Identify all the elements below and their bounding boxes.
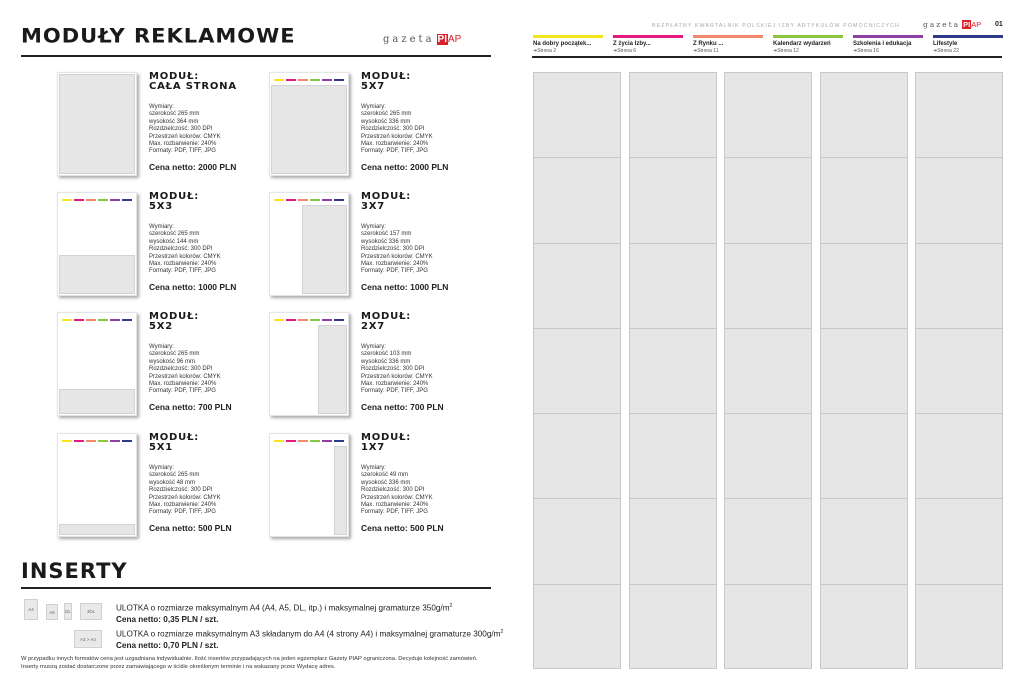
nav-color-bar [853, 35, 923, 38]
ad-area [302, 205, 347, 294]
nav-swatch [122, 319, 132, 321]
module-title-label: MODUŁ: [149, 432, 200, 443]
spec-line: Rozdzielczość: 300 DPI [149, 487, 213, 494]
nav-page-ref: ➔Strona 6 [613, 48, 637, 54]
spec-line: szerokość 265 mm [149, 231, 200, 238]
nav-swatch [310, 79, 320, 81]
module-title [361, 72, 411, 92]
module-title-label: MODUŁ: [361, 311, 412, 322]
nav-swatch [286, 440, 296, 442]
ad-module [269, 433, 469, 545]
grid-row-divider [630, 73, 716, 585]
nav-swatch [98, 440, 108, 442]
spec-line: Formaty: PDF, TIFF, JPG [361, 148, 428, 155]
spec-line: Max. rozbarwienie: 240% [361, 261, 429, 268]
module-title [149, 433, 199, 453]
module-size-label: 2X7 [361, 321, 386, 332]
header-rule-left [21, 55, 491, 57]
spec-line: Max. rozbarwienie: 240% [149, 261, 217, 268]
module-price: Cena netto: 500 PLN [149, 523, 232, 533]
insert-a3-fold-icon: A3 > A4 [74, 630, 102, 648]
nav-swatch [322, 440, 332, 442]
module-size-label: 5X2 [149, 321, 174, 332]
nav-swatch [334, 319, 344, 321]
nav-item[interactable] [613, 35, 683, 54]
ad-area [59, 74, 135, 174]
spec-line: Przestrzeń kolorów: CMYK [361, 373, 433, 380]
module-specs [361, 344, 433, 396]
spec-line: Formaty: PDF, TIFF, JPG [149, 388, 216, 395]
header-rule-right [532, 56, 1002, 58]
brand-logo-right: gazeta PIAP [923, 20, 982, 29]
module-price: Cena netto: 1000 PLN [149, 282, 237, 292]
module-specs [149, 104, 221, 156]
grid-column [533, 72, 621, 669]
nav-color-bar [693, 35, 763, 38]
spec-line: Rozdzielczość: 300 DPI [361, 366, 425, 373]
spec-line: szerokość 265 mm [149, 472, 200, 479]
ad-area [59, 389, 135, 414]
nav-swatch [274, 319, 284, 321]
module-specs [149, 465, 221, 517]
module-title-label: MODUŁ: [361, 71, 412, 82]
nav-color-bar [533, 35, 603, 38]
spec-line: szerokość 49 mm [361, 472, 409, 479]
nav-swatch [334, 199, 344, 201]
nav-swatch [110, 319, 120, 321]
ad-module [269, 312, 469, 424]
nav-label: Na dobry początek... [533, 41, 592, 47]
module-size-label: 1X7 [361, 442, 386, 453]
module-thumbnail [269, 72, 349, 176]
grid-column [724, 72, 812, 669]
module-specs [361, 465, 433, 517]
nav-swatch [110, 199, 120, 201]
nav-label: Z Rynku ... [693, 41, 724, 47]
spec-line: Wymiary: [149, 104, 174, 110]
ad-module [269, 72, 469, 184]
module-title [361, 312, 411, 332]
ad-area [59, 255, 135, 294]
insert-item-2: ULOTKA o rozmiarze maksymalnym A3 składanym do A4 (4 strony A4) i maksymalnej gramaturze $300g/m^2$ Cena netto: 0,70 PLN / szt. [116, 629, 504, 650]
module-title-label: MODUŁ: [149, 311, 200, 322]
spec-line: Rozdzielczość: 300 DPI [149, 246, 213, 253]
ad-module [57, 433, 257, 545]
page-number: 01 [995, 21, 1003, 28]
module-specs [149, 344, 221, 396]
thumbnail-nav-strip [274, 79, 344, 81]
nav-swatch [334, 79, 344, 81]
nav-swatch [74, 440, 84, 442]
spec-line: wysokość 364 mm [149, 118, 199, 125]
nav-swatch [274, 199, 284, 201]
nav-item[interactable] [933, 35, 1003, 54]
module-title-label: MODUŁ: [361, 191, 412, 202]
ad-module [57, 72, 257, 184]
thumbnail-nav-strip [62, 319, 132, 321]
nav-swatch [74, 199, 84, 201]
spec-line: Przestrzeń kolorów: CMYK [361, 253, 433, 260]
nav-swatch [62, 440, 72, 442]
nav-item[interactable] [773, 35, 843, 54]
nav-page-ref: ➔Strona 2 [533, 48, 557, 54]
spec-line: Rozdzielczość: 300 DPI [149, 126, 213, 133]
spec-line: Formaty: PDF, TIFF, JPG [361, 268, 428, 275]
nav-item[interactable] [533, 35, 603, 54]
nav-swatch [86, 199, 96, 201]
module-size-label: 5X7 [361, 81, 386, 92]
module-title [361, 192, 411, 212]
insert-item-1: ULOTKA o rozmiarze maksymalnym A4 (A4, A5, DL, itp.) i maksymalnej gramaturze $350g/m^2$ Cena netto: 0,35 PLN / szt. [116, 603, 453, 624]
nav-color-bar [773, 35, 843, 38]
module-title-label: MODUŁ: [149, 71, 200, 82]
spec-line: Przestrzeń kolorów: CMYK [149, 133, 221, 140]
page-title: MODUŁY REKLAMOWE [21, 24, 296, 48]
spec-line: Wymiary: [361, 104, 386, 110]
nav-swatch [322, 199, 332, 201]
nav-swatch [98, 199, 108, 201]
nav-swatch [286, 199, 296, 201]
spec-line: Rozdzielczość: 300 DPI [361, 487, 425, 494]
module-size-label: CAŁA STRONA [149, 81, 237, 92]
module-title [149, 72, 237, 92]
nav-swatch [322, 319, 332, 321]
spec-line: Max. rozbarwienie: 240% [361, 502, 429, 509]
module-price: Cena netto: 500 PLN [361, 523, 444, 533]
ad-area [271, 85, 347, 174]
nav-label: Kalendarz wydarzeń [773, 41, 831, 47]
module-title [361, 433, 411, 453]
module-thumbnail [57, 72, 137, 176]
spec-line: Rozdzielczość: 300 DPI [361, 126, 425, 133]
insert-a4-icon: A4 [24, 599, 38, 620]
spec-line: Wymiary: [361, 465, 386, 471]
module-thumbnail [269, 192, 349, 296]
nav-swatch [298, 79, 308, 81]
spec-line: Przestrzeń kolorów: CMYK [149, 253, 221, 260]
inserts-title: INSERTY [21, 559, 128, 583]
spec-line: szerokość 265 mm [149, 111, 200, 118]
spec-line: wysokość 336 mm [361, 358, 411, 365]
nav-color-bar [613, 35, 683, 38]
spec-line: Wymiary: [149, 224, 174, 230]
spec-line: szerokość 265 mm [361, 111, 412, 118]
nav-item[interactable] [693, 35, 763, 54]
nav-page-ref: ➔Strona 16 [853, 48, 879, 54]
spec-line: wysokość 336 mm [361, 479, 411, 486]
nav-swatch [274, 440, 284, 442]
module-thumbnail [57, 433, 137, 537]
nav-swatch [286, 79, 296, 81]
grid-row-divider [725, 73, 811, 585]
insert-a5-icon: A5 [46, 604, 58, 620]
spec-line: szerokość 265 mm [149, 351, 200, 358]
nav-swatch [322, 79, 332, 81]
spec-line: wysokość 336 mm [361, 238, 411, 245]
nav-page-ref: ➔Strona 12 [773, 48, 799, 54]
spec-line: Przestrzeń kolorów: CMYK [149, 373, 221, 380]
nav-swatch [86, 319, 96, 321]
spec-line: Rozdzielczość: 300 DPI [361, 246, 425, 253]
ad-area [318, 325, 347, 414]
spec-line: Max. rozbarwienie: 240% [361, 141, 429, 148]
thumbnail-nav-strip [274, 319, 344, 321]
nav-swatch [74, 319, 84, 321]
thumbnail-nav-strip [62, 440, 132, 442]
spec-line: Przestrzeń kolorów: CMYK [149, 494, 221, 501]
nav-swatch [110, 440, 120, 442]
nav-swatch [62, 319, 72, 321]
spec-line: Formaty: PDF, TIFF, JPG [361, 509, 428, 516]
brand-logo-left: gazeta PIAP [383, 34, 462, 45]
thumbnail-nav-strip [274, 199, 344, 201]
nav-page-ref: ➔Strona 22 [933, 48, 959, 54]
nav-swatch [122, 440, 132, 442]
module-title-label: MODUŁ: [361, 432, 412, 443]
module-price: Cena netto: 2000 PLN [361, 162, 449, 172]
module-size-label: 5X1 [149, 442, 174, 453]
nav-swatch [62, 199, 72, 201]
spec-line: Max. rozbarwienie: 240% [149, 141, 217, 148]
nav-color-bar [933, 35, 1003, 38]
spec-line: wysokość 96 mm [149, 358, 196, 365]
nav-page-ref: ➔Strona 11 [693, 48, 719, 54]
spec-line: szerokość 103 mm [361, 351, 412, 358]
spec-line: szerokość 157 mm [361, 231, 412, 238]
spec-line: Formaty: PDF, TIFF, JPG [149, 268, 216, 275]
module-price: Cena netto: 2000 PLN [149, 162, 237, 172]
module-thumbnail [57, 312, 137, 416]
spec-line: Przestrzeń kolorów: CMYK [361, 133, 433, 140]
module-size-label: 3X7 [361, 201, 386, 212]
grid-row-divider [916, 73, 1002, 585]
spec-line: Wymiary: [361, 224, 386, 230]
spec-line: Max. rozbarwienie: 240% [149, 381, 217, 388]
inserts-footnote: W przypadku innych formatów cena jest uzgadniana indywidualnie. Ilość insertów przypadających na jeden egzemplarz Gazety PIAP ograniczona. Decyduje kolejność zamówień. Inserty muszą zostać dostarczone przez zamawiającego w ściśle określonym terminie i na wskazany przez Wydacę adres. [21, 656, 478, 670]
spec-line: wysokość 336 mm [361, 118, 411, 125]
grid-column [820, 72, 908, 669]
nav-swatch [274, 79, 284, 81]
module-price: Cena netto: 1000 PLN [361, 282, 449, 292]
nav-swatch [86, 440, 96, 442]
thumbnail-nav-strip [62, 199, 132, 201]
module-thumbnail [269, 312, 349, 416]
nav-swatch [310, 199, 320, 201]
grid-column [915, 72, 1003, 669]
ad-module [269, 192, 469, 304]
nav-swatch [286, 319, 296, 321]
module-specs [361, 104, 433, 156]
ad-module [57, 312, 257, 424]
spec-line: Max. rozbarwienie: 240% [361, 381, 429, 388]
nav-swatch [298, 199, 308, 201]
nav-swatch [298, 440, 308, 442]
module-title [149, 192, 199, 212]
ad-module [57, 192, 257, 304]
spec-line: Wymiary: [361, 344, 386, 350]
spec-line: Formaty: PDF, TIFF, JPG [361, 388, 428, 395]
module-size-label: 5X3 [149, 201, 174, 212]
nav-swatch [334, 440, 344, 442]
nav-swatch [310, 319, 320, 321]
spec-line: wysokość 48 mm [149, 479, 196, 486]
nav-label: Szkolenia i edukacja [853, 41, 912, 47]
nav-label: Lifestyle [933, 41, 958, 47]
inserts-rule [21, 587, 491, 589]
module-price: Cena netto: 700 PLN [361, 402, 444, 412]
nav-label: Z życia Izby... [613, 41, 651, 47]
insert-3dl-icon: 3DL [80, 603, 102, 620]
module-thumbnail [269, 433, 349, 537]
module-thumbnail [57, 192, 137, 296]
thumbnail-nav-strip [274, 440, 344, 442]
nav-swatch [298, 319, 308, 321]
grid-row-divider [534, 73, 620, 585]
nav-swatch [122, 199, 132, 201]
grid-row-divider [821, 73, 907, 585]
ad-area [334, 446, 347, 535]
spec-line: Max. rozbarwienie: 240% [149, 502, 217, 509]
module-title [149, 312, 199, 332]
module-price: Cena netto: 700 PLN [149, 402, 232, 412]
spec-line: Wymiary: [149, 344, 174, 350]
spec-line: Formaty: PDF, TIFF, JPG [149, 148, 216, 155]
nav-swatch [98, 319, 108, 321]
spec-line: wysokość 144 mm [149, 238, 199, 245]
spec-line: Przestrzeń kolorów: CMYK [361, 494, 433, 501]
ad-area [59, 524, 135, 535]
module-specs [149, 224, 221, 276]
module-specs [361, 224, 433, 276]
nav-item[interactable] [853, 35, 923, 54]
tagline: BEZPŁATNY KWARTALNIK POLSKIEJ IZBY ARTYKUŁÓW POMOCNICZYCH [652, 23, 900, 29]
spec-line: Wymiary: [149, 465, 174, 471]
grid-column [629, 72, 717, 669]
insert-dl-icon: DL [64, 603, 72, 620]
nav-swatch [310, 440, 320, 442]
spec-line: Rozdzielczość: 300 DPI [149, 366, 213, 373]
module-title-label: MODUŁ: [149, 191, 200, 202]
spec-line: Formaty: PDF, TIFF, JPG [149, 509, 216, 516]
